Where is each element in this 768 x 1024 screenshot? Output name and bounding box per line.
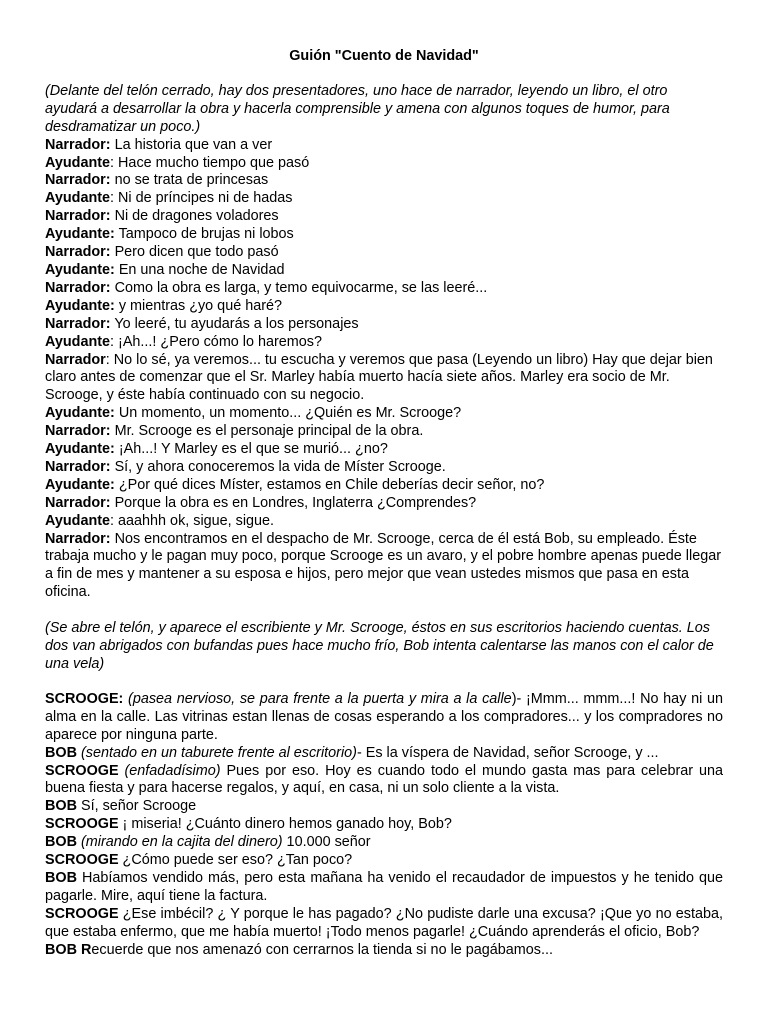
speaker-label: Ayudante <box>45 190 111 207</box>
speaker-label: BOB R <box>45 941 92 958</box>
speaker-label: Ayudante: <box>45 261 115 278</box>
speaker-label: Narrador: <box>45 315 111 332</box>
scene-line <box>45 763 723 799</box>
paragraph-spacer <box>45 602 723 620</box>
line-text: Porque la obra es en Londres, Inglaterra ¿Comprendes? <box>110 494 477 511</box>
speaker-label: Narrador: <box>45 279 111 296</box>
line-text: ¡Ah...! Y Marley es el que se murió... ¿no? <box>114 441 388 458</box>
dialogue-list <box>45 137 723 603</box>
scene-line <box>45 870 723 906</box>
speaker-label: Ayudante: <box>45 405 115 422</box>
line-text: La historia que van a ver <box>110 136 273 153</box>
line-text: ¡ miseria! ¿Cuánto dinero hemos ganado hoy, Bob? <box>118 816 452 833</box>
line-text: Un momento, un momento... ¿Quién es Mr. Scrooge? <box>114 405 462 422</box>
dialogue-line <box>45 423 723 441</box>
speaker-label: BOB <box>45 744 77 761</box>
speaker-label: BOB <box>45 869 77 886</box>
dialogue-line <box>45 298 723 316</box>
scene-stage-direction: (Se abre el telón, y aparece el escribiente y Mr. Scrooge, éstos en sus escritorios haciendo cuentas. Los dos van abrigados con bufandas pues hace mucho frío, Bob intenta calentarse las manos con el calor de una vela) <box>45 620 714 672</box>
speaker-label: Narrador <box>45 351 106 368</box>
dialogue-line <box>45 137 723 155</box>
dialogue-line <box>45 262 723 280</box>
line-text: Sí, y ahora conoceremos la vida de Míster Scrooge. <box>110 458 446 475</box>
paragraph-spacer <box>45 674 723 691</box>
line-text: ¿Por qué dices Míster, estamos en Chile deberías decir señor, no? <box>114 476 545 493</box>
speaker-label: SCROOGE <box>45 905 119 922</box>
inline-direction: (enfadadísimo) <box>118 762 221 779</box>
speaker-label: Ayudante: <box>45 476 115 493</box>
line-text: Habíamos vendido más, pero esta mañana ha venido el recaudador de impuestos y he tenido que pagarle. Mire, aquí tiene la factura. <box>45 869 723 904</box>
scene-line <box>45 691 723 745</box>
dialogue-line <box>45 190 723 208</box>
line-text: : Ni de príncipes ni de hadas <box>110 190 293 207</box>
scene-line <box>45 834 723 852</box>
line-text: Nos encontramos en el despacho de Mr. Scrooge, cerca de él está Bob, su empleado. Éste trabaja mucho y le pagan muy poco, porque Scrooge es un avaro, y el pobre hombre apenas puede llegar a fin de mes y mantener a su esposa e hijos, pero mejor que vean ustedes mismos que pasa en esta oficina. <box>45 530 721 601</box>
speaker-label: Ayudante: <box>45 297 115 314</box>
dialogue-line <box>45 334 723 352</box>
speaker-label: BOB <box>45 798 77 815</box>
intro-stage-direction: (Delante del telón cerrado, hay dos presentadores, uno hace de narrador, leyendo un libro, el otro ayudará a desarrollar la obra y hacerla comprensible y amena con algunos toques de humor, para desdramatizar un poco.) <box>45 82 670 135</box>
line-text: ecuerde que nos amenazó con cerrarnos la tienda si no le pagábamos... <box>91 941 553 958</box>
document-title: Guión "Cuento de Navidad" <box>289 48 479 64</box>
speaker-label: Ayudante: <box>45 226 115 243</box>
dialogue-line <box>45 244 723 262</box>
dialogue-line <box>45 226 723 244</box>
line-text: : aaahhh ok, sigue, sigue. <box>110 512 275 529</box>
speaker-label: SCROOGE <box>45 762 119 779</box>
line-text: Como la obra es larga, y temo equivocarme, se las leeré... <box>110 279 488 296</box>
dialogue-line <box>45 352 723 406</box>
dialogue-line <box>45 316 723 334</box>
scene-line <box>45 745 723 763</box>
dialogue-line <box>45 280 723 298</box>
scene-line <box>45 942 723 960</box>
line-text: Yo leeré, tu ayudarás a los personajes <box>110 315 359 332</box>
scene-line <box>45 906 723 942</box>
line-text: ¿Cómo puede ser eso? ¿Tan poco? <box>118 852 353 869</box>
speaker-label: Narrador: <box>45 208 111 225</box>
speaker-label: Narrador: <box>45 172 111 189</box>
speaker-label: Narrador: <box>45 494 111 511</box>
scene-dialogue-list <box>45 691 723 960</box>
speaker-label: Narrador: <box>45 423 111 440</box>
line-text: : ¡Ah...! ¿Pero cómo lo haremos? <box>110 333 322 350</box>
dialogue-line <box>45 459 723 477</box>
line-text: Mr. Scrooge es el personaje principal de la obra. <box>110 423 424 440</box>
line-text: : No lo sé, ya veremos... tu escucha y veremos que pasa (Leyendo un libro) Hay que dejar bien claro antes de comenzar que el Sr. Marley había muerto hacía siete años. Marley era socio de Mr. Scrooge, y éste había continuado con su negocio. <box>45 351 713 404</box>
speaker-label: BOB <box>45 834 77 851</box>
line-text: Pues por eso. Hoy es cuando todo el mundo gasta mas para celebrar una buena fiesta y para hacerse regalos, y aquí, en casa, ni un solo cliente a la vista. <box>45 762 723 797</box>
line-text: y mientras ¿yo qué haré? <box>114 297 282 314</box>
line-text: : Hace mucho tiempo que pasó <box>110 154 310 171</box>
speaker-label: Ayudante <box>45 333 111 350</box>
script-document <box>45 48 723 960</box>
scene-line <box>45 852 723 870</box>
dialogue-line <box>45 405 723 423</box>
speaker-label: Narrador: <box>45 244 111 261</box>
line-text: Pero dicen que todo pasó <box>110 244 279 261</box>
dialogue-line <box>45 208 723 226</box>
line-text: no se trata de princesas <box>110 172 269 189</box>
dialogue-line <box>45 477 723 495</box>
speaker-label: Ayudante: <box>45 441 115 458</box>
speaker-label: Ayudante <box>45 512 111 529</box>
dialogue-line <box>45 531 723 603</box>
line-text: En una noche de Navidad <box>114 261 285 278</box>
line-text: ¿Ese imbécil? ¿ Y porque le has pagado? ¿No pudiste darle una excusa? ¡Que yo no estaba, que estaba enfermo, que me había muerto! ¡Todo menos pagarle! ¿Cuándo aprenderás el oficio, Bob? <box>45 905 723 940</box>
inline-direction: (mirando en la cajita del dinero) <box>76 834 283 851</box>
line-text: Sí, señor Scrooge <box>76 798 197 815</box>
speaker-label: Narrador: <box>45 458 111 475</box>
dialogue-line <box>45 155 723 173</box>
dialogue-line <box>45 495 723 513</box>
inline-direction: (sentado en un taburete frente al escritorio) <box>76 744 357 761</box>
dialogue-line <box>45 513 723 531</box>
scene-line <box>45 816 723 834</box>
dialogue-line <box>45 441 723 459</box>
line-text: 10.000 señor <box>282 834 371 851</box>
speaker-label: Narrador: <box>45 530 111 547</box>
speaker-label: SCROOGE: <box>45 690 124 707</box>
line-text: Tampoco de brujas ni lobos <box>114 226 294 243</box>
inline-direction: (pasea nervioso, se para frente a la puerta y mira a la calle <box>123 690 512 707</box>
line-text: Ni de dragones voladores <box>110 208 279 225</box>
speaker-label: Ayudante <box>45 154 111 171</box>
speaker-label: Narrador: <box>45 136 111 153</box>
scene-line <box>45 798 723 816</box>
speaker-label: SCROOGE <box>45 816 119 833</box>
dialogue-line <box>45 172 723 190</box>
line-text: - Es la víspera de Navidad, señor Scrooge, y ... <box>356 744 659 761</box>
speaker-label: SCROOGE <box>45 852 119 869</box>
line-text: )- ¡Mmm... mmm...! No hay ni un alma en la calle. Las vitrinas estan llenas de cosas esperando a los compradores... y los compradores no aparece por ninguna parte. <box>45 690 723 743</box>
